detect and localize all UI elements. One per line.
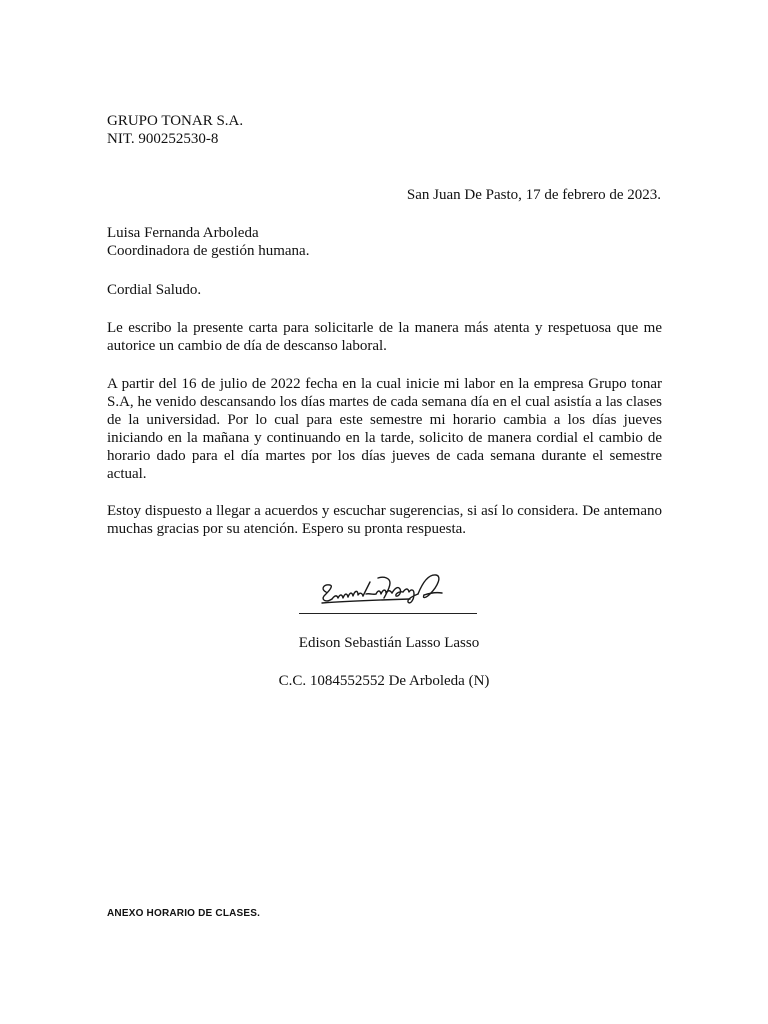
letter-date: San Juan De Pasto, 17 de febrero de 2023. bbox=[406, 187, 661, 203]
signer-id: C.C. 1084552552 De Arboleda (N) bbox=[278, 673, 490, 689]
sender-block bbox=[107, 112, 662, 148]
signature-line bbox=[299, 613, 477, 614]
sender-company: GRUPO TONAR S.A. bbox=[107, 113, 244, 129]
greeting: Cordial Saludo. bbox=[107, 282, 202, 298]
body-paragraph-3: Estoy dispuesto a llegar a acuerdos y escuchar sugerencias, si así lo considera. De antemano muchas gracias por su atención. Espero su pronta respuesta. bbox=[107, 503, 662, 537]
signer-name: Edison Sebastián Lasso Lasso bbox=[298, 635, 480, 651]
recipient-name: Luisa Fernanda Arboleda bbox=[107, 225, 259, 241]
recipient-block bbox=[107, 224, 662, 260]
recipient-title: Coordinadora de gestión humana. bbox=[107, 243, 310, 259]
handwritten-signature bbox=[318, 572, 458, 612]
sender-nit: NIT. 900252530-8 bbox=[107, 131, 219, 147]
body-paragraph-2: A partir del 16 de julio de 2022 fecha en la cual inicie mi labor en la empresa Grupo tonar S.A, he venido descansando los días martes de cada semana día en el cual asistía a las clases de la universidad. Por lo cual para este semestre mi horario cambia a los días jueves iniciando en la mañana y continuando en la tarde, solicito de manera cordial el cambio de horario dado para el día martes por los días jueves de cada semana durante el semestre actual. bbox=[107, 376, 662, 482]
body-paragraph-1: Le escribo la presente carta para solicitarle de la manera más atenta y respetuosa que me autorice un cambio de día de descanso laboral. bbox=[107, 320, 662, 354]
annex-heading: ANEXO HORARIO DE CLASES. bbox=[107, 908, 261, 919]
